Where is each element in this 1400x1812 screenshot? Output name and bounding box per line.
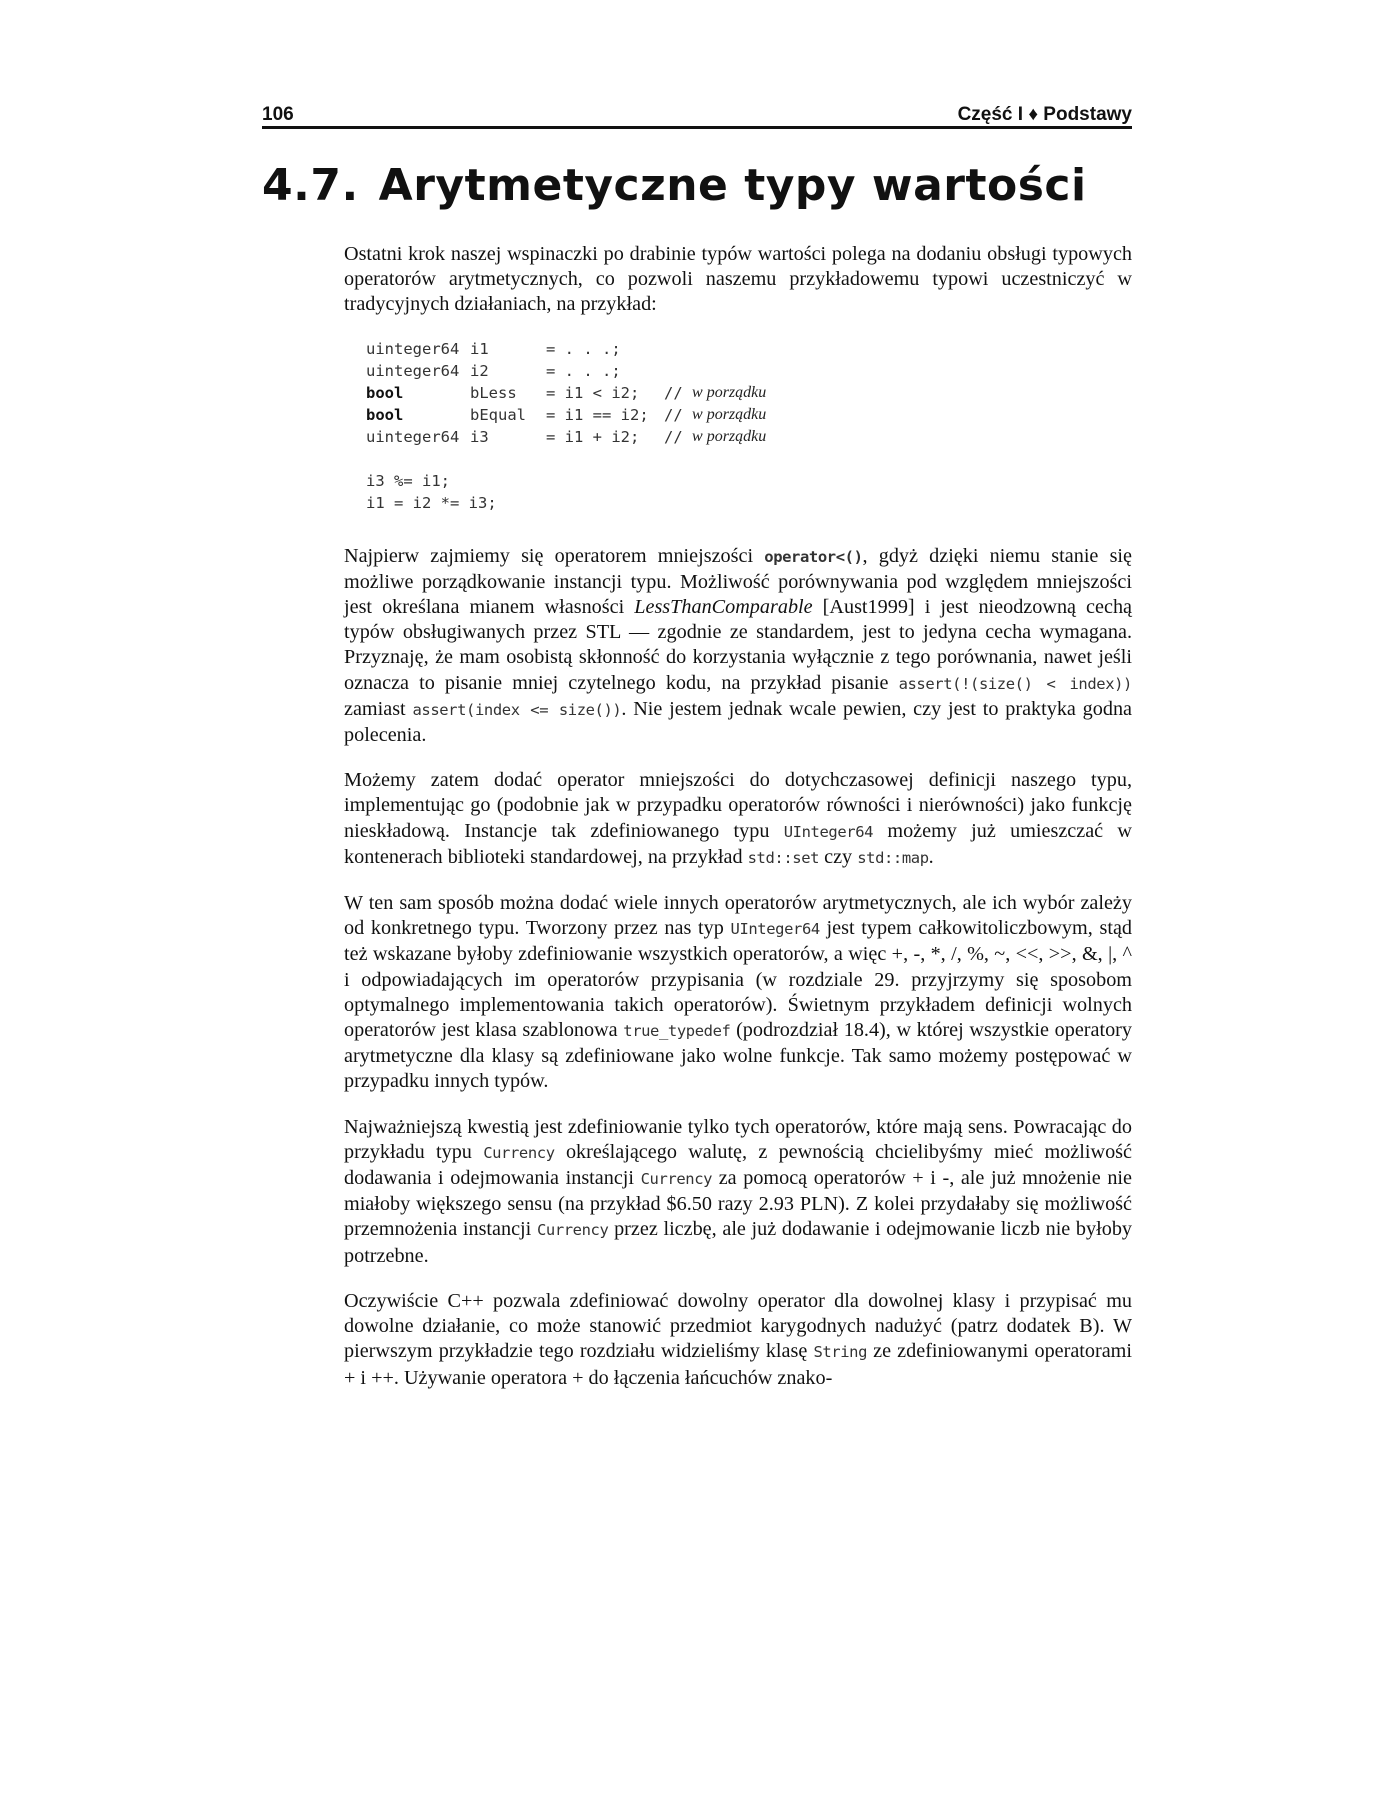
inline-code: UInteger64 — [730, 920, 820, 939]
code-var: i3 — [470, 427, 489, 446]
inline-code: Currency — [483, 1143, 555, 1162]
section-number: 4.7. — [262, 160, 359, 211]
code-expr: = i1 == i2; — [546, 405, 649, 424]
inline-code: Currency — [536, 1221, 609, 1240]
inline-code: assert(index <= size()) — [412, 700, 622, 719]
inline-code: std::set — [747, 848, 820, 867]
paragraph-6: Oczywiście C++ pozwala zdefiniować dowolny operator dla dowolnej klasy i przypisać mu dowolne działanie, co może stanowić przedmiot karygodnych nadużyć (patrz dodatek B). W pierwszym przykładzie tego rozdziału widzieliśmy klasę String ze zdefiniowanymi operatorami + i ++. Używanie operatora + do łączenia łańcuchów znako- — [344, 1289, 1132, 1389]
code-line: i1 = i2 *= i3; — [366, 493, 497, 512]
code-type: bool — [366, 383, 404, 402]
inline-code: true_typedef — [623, 1022, 731, 1041]
page-number: 106 — [262, 104, 294, 125]
paragraph-5: Najważniejszą kwestią jest zdefiniowanie tylko tych operatorów, które mają sens. Powracając do przykładu typu Currency określającego walutę, z pewnością chcielibyśmy mieć możliwość dodawania i odejmowania instancji Currency za pomocą operatorów + i -, ale już mnożenie nie miałoby większego sensu (na przykład $6.50 razy 2.93 PLN). Z kolei przydałaby się możliwość przemnożenia instancji Currency przez liczbę, ale już dodawanie i odejmowanie liczb nie byłoby potrzebne. — [344, 1115, 1133, 1267]
code-type: uinteger64 — [366, 339, 460, 358]
header-rule — [262, 126, 1132, 129]
code-type: bool — [366, 405, 404, 424]
section-title-text: Arytmetyczne typy wartości — [378, 160, 1087, 211]
emphasis: LessThanComparable — [634, 596, 813, 619]
code-example — [366, 338, 1132, 514]
paragraph-3: Możemy zatem dodać operator mniejszości do dotychczasowej definicji naszego typu, implementując go (podobnie jak w przypadku operatorów równości i nierówności) jako funkcję nieskładową. Instancje tak zdefiniowanego typu UInteger64 możemy już umieszczać w kontenerach biblioteki standardowej, na przykład std::set czy std::map. — [344, 769, 1133, 868]
code-var: bEqual — [470, 405, 526, 424]
inline-code: operator<() — [764, 547, 863, 566]
code-var: i2 — [470, 361, 489, 380]
code-line — [366, 426, 1132, 448]
section-title — [262, 160, 1087, 211]
code-line — [366, 382, 1132, 404]
code-expr: = . . .; — [546, 339, 621, 358]
code-expr: = . . .; — [546, 361, 621, 380]
inline-code: UInteger64 — [783, 822, 874, 841]
code-line — [366, 338, 1132, 360]
code-line: i3 %= i1; — [366, 471, 450, 490]
code-type: uinteger64 — [366, 427, 460, 446]
code-comment: w porządku — [692, 427, 767, 445]
paragraph-2: Najpierw zajmiemy się operatorem mniejszości operator<(), gdyż dzięki niemu stanie się możliwe porządkowanie instancji typu. Możliwość porównywania pod względem mniejszości jest określana mianem własności LessThanComparable [Aust1999] i jest nieodzowną cechą typów obsługiwanych przez STL — zgodnie ze standardem, jest to jedyna cecha wymagana. Przyznaję, że mam osobistą skłonność do korzystania wyłącznie z tego porównania, nawet jeśli oznacza to pisanie mniej czytelnego kodu, na przykład pisanie assert(!(size() < index)) zamiast assert(index <= size()). Nie jestem jednak wcale pewien, czy jest to praktyka godna polecenia. — [344, 544, 1132, 747]
code-comment: w porządku — [692, 383, 767, 401]
code-type: uinteger64 — [366, 361, 460, 380]
part-title: Część I ♦ Podstawy — [957, 104, 1132, 125]
inline-code: std::map — [857, 848, 929, 867]
running-head — [262, 98, 1132, 126]
code-var: bLess — [470, 383, 517, 402]
code-comment-marker: // — [664, 427, 683, 446]
code-comment-marker: // — [664, 383, 683, 402]
code-line — [366, 360, 1132, 382]
paragraph-4: W ten sam sposób można dodać wiele innych operatorów arytmetycznych, ale ich wybór zależy od konkretnego typu. Tworzony przez nas typ UInteger64 jest typem całkowitoliczbowym, stąd też wskazane byłoby zdefiniowanie wszystkich operatorów, a więc +, -, *, /, %, ~, <<, >>, &, |, ^ i odpowiadających im operatorów przypisania (w rozdziale 29. przyjrzymy się sposobom optymalnego implementowania takich operatorów). Świetnym przykładem definicji wolnych operatorów jest klasa szablonowa true_typedef (podrozdział 18.4), w której wszystkie operatory arytmetyczne dla klasy są zdefiniowane jako wolne funkcje. Tak samo możemy postępować w przypadku innych typów. — [344, 892, 1132, 1093]
inline-code: Currency — [640, 1170, 713, 1189]
inline-code: String — [813, 1343, 868, 1362]
code-comment-marker: // — [664, 405, 683, 424]
body-text — [344, 242, 1132, 1411]
inline-code: assert(!(size() < index)) — [898, 674, 1132, 693]
code-expr: = i1 + i2; — [546, 427, 640, 446]
code-var: i1 — [470, 339, 489, 358]
code-expr: = i1 < i2; — [546, 383, 640, 402]
code-line — [366, 404, 1132, 426]
paragraph-1: Ostatni krok naszej wspinaczki po drabinie typów wartości polega na dodaniu obsługi typowych operatorów arytmetycznych, co pozwoli naszemu przykładowemu typowi uczestniczyć w tradycyjnych działaniach, na przykład: — [344, 243, 1132, 316]
code-comment: w porządku — [692, 405, 767, 423]
